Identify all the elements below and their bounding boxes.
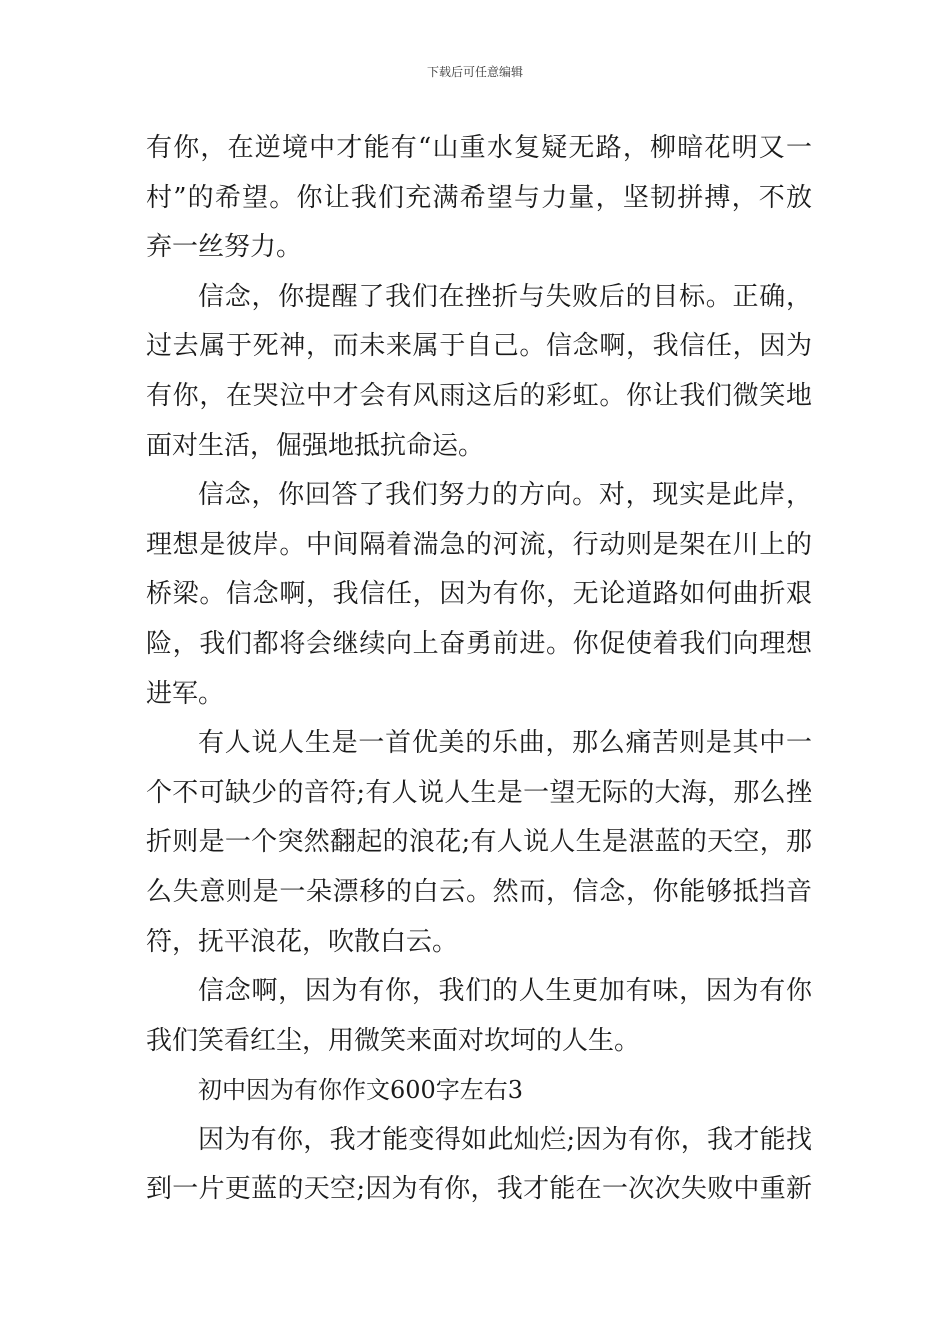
text-line: 险，我们都将会继续向上奋勇前进。你促使着我们向理想 xyxy=(146,628,812,659)
text-line: 因为有你，我才能变得如此灿烂;因为有你，我才能找 xyxy=(198,1124,812,1155)
text-line: 到一片更蓝的天空;因为有你，我才能在一次次失败中重新 xyxy=(146,1174,812,1205)
text-line: 折则是一个突然翻起的浪花;有人说人生是湛蓝的天空，那 xyxy=(146,827,812,858)
text-line: 过去属于死神，而未来属于自己。信念啊，我信任，因为 xyxy=(146,331,812,362)
document-body xyxy=(146,124,812,1215)
text-line: 我们笑看红尘，用微笑来面对坎坷的人生。 xyxy=(146,1025,641,1056)
section-title: 初中因为有你作文600字左右3 xyxy=(198,1076,524,1105)
text-line: 信念，你提醒了我们在挫折与失败后的目标。正确， xyxy=(198,281,812,312)
page-header: 下载后可任意编辑 xyxy=(426,65,523,79)
text-line: 有你，在哭泣中才会有风雨这后的彩虹。你让我们微笑地 xyxy=(146,380,812,411)
text-line: 么失意则是一朵漂移的白云。然而，信念，你能够抵挡音 xyxy=(146,876,812,907)
text-line: 桥梁。信念啊，我信任，因为有你，无论道路如何曲折艰 xyxy=(146,579,812,610)
text-line: 村”的希望。你让我们充满希望与力量，坚韧拼搏，不放 xyxy=(146,182,812,213)
text-line: 信念，你回答了我们努力的方向。对，现实是此岸， xyxy=(198,480,812,511)
text-line: 个不可缺少的音符;有人说人生是一望无际的大海，那么挫 xyxy=(146,777,812,808)
text-line: 面对生活，倔强地抵抗命运。 xyxy=(146,430,485,461)
text-line: 理想是彼岸。中间隔着湍急的河流，行动则是架在川上的 xyxy=(146,529,812,560)
text-line: 进军。 xyxy=(146,678,225,709)
text-line: 信念啊，因为有你，我们的人生更加有味，因为有你 xyxy=(198,976,812,1007)
text-line: 有人说人生是一首优美的乐曲，那么痛苦则是其中一 xyxy=(198,728,812,759)
text-line: 符，抚平浪花，吹散白云。 xyxy=(146,926,459,957)
text-line: 弃一丝努力。 xyxy=(146,232,303,263)
text-line: 有你，在逆境中才能有“山重水复疑无路，柳暗花明又一 xyxy=(146,133,812,163)
